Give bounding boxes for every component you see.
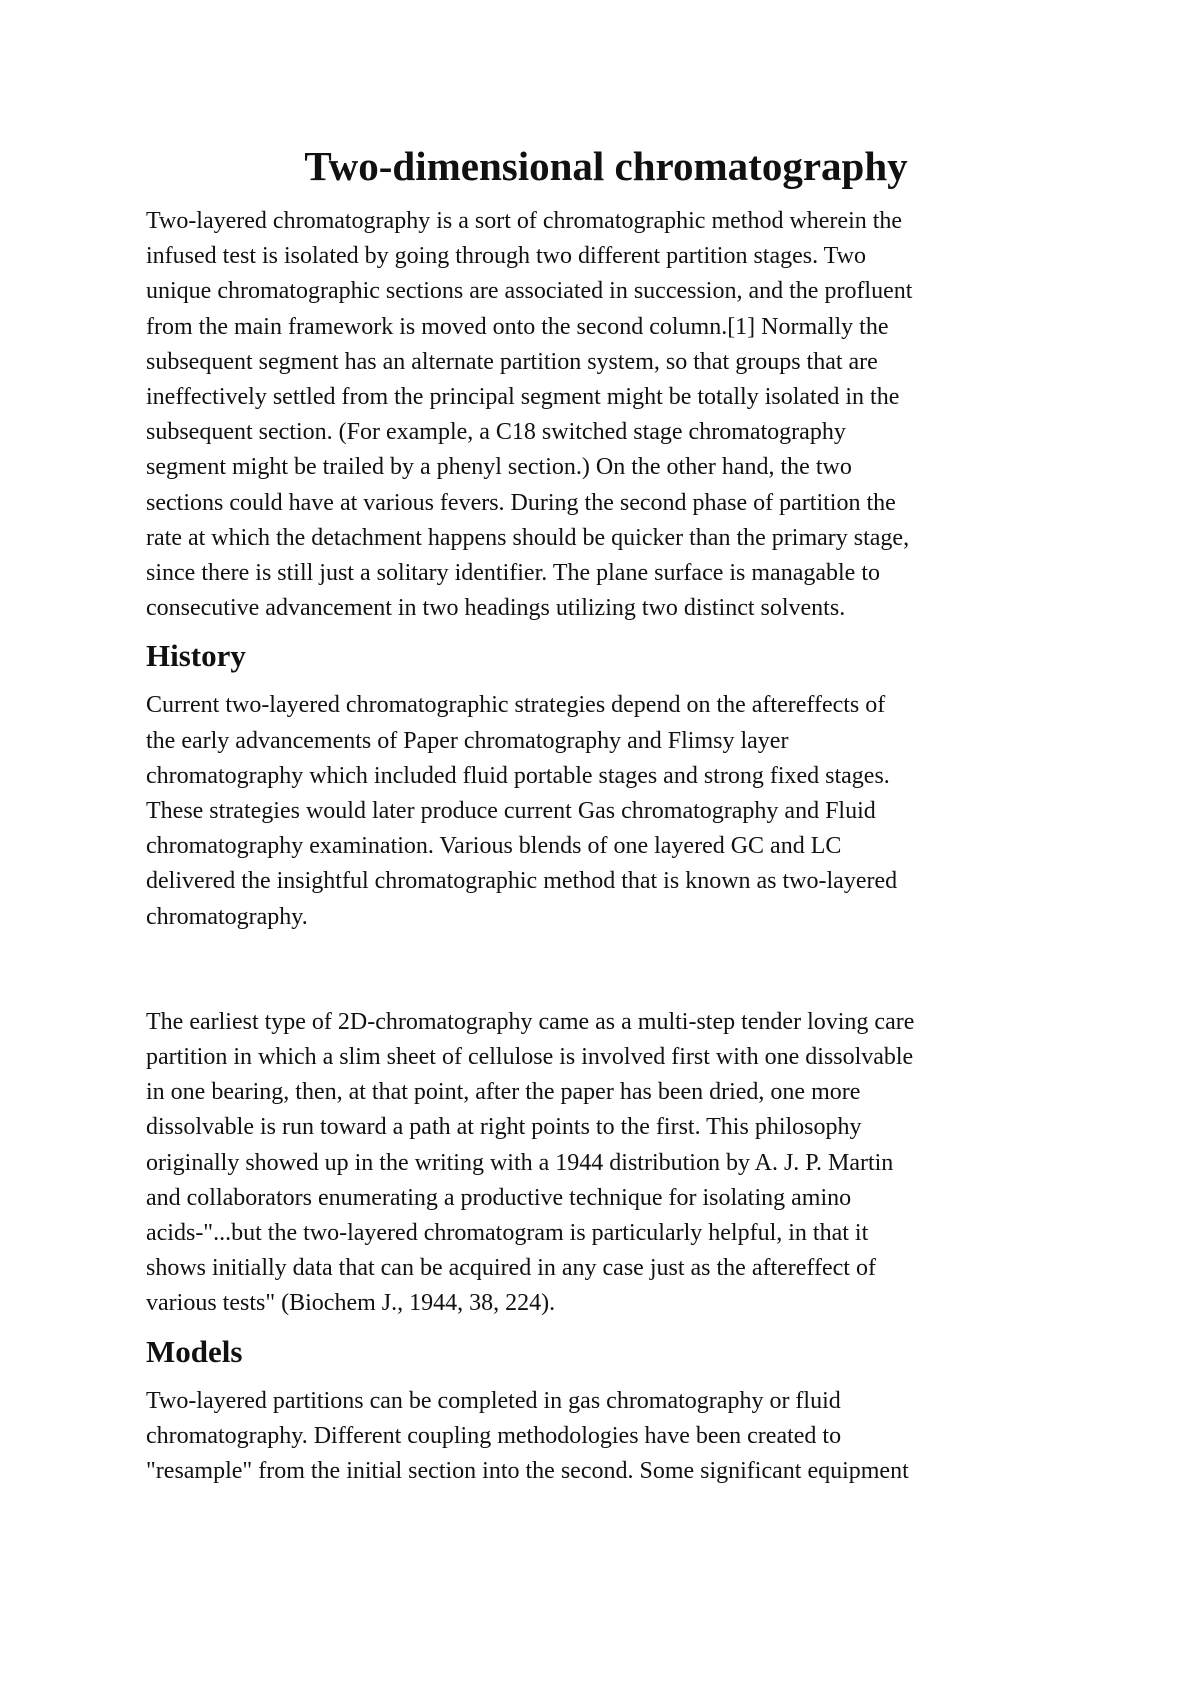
text-line: the early advancements of Paper chromatography and Flimsy layer xyxy=(146,727,789,754)
text-line: subsequent segment has an alternate partition system, so that groups that are xyxy=(146,348,878,375)
text-line: chromatography which included fluid portable stages and strong fixed stages. xyxy=(146,762,890,789)
text-line: originally showed up in the writing with a 1944 distribution by A. J. P. Martin xyxy=(146,1149,894,1176)
text-line: These strategies would later produce current Gas chromatography and Fluid xyxy=(146,798,876,825)
text-line: delivered the insightful chromatographic method that is known as two-layered xyxy=(146,868,898,895)
text-line: in one bearing, then, at that point, after the paper has been dried, one more xyxy=(146,1079,861,1106)
text-line: "resample" from the initial section into the second. Some significant equipment xyxy=(146,1458,909,1485)
text-line: chromatography examination. Various blends of one layered GC and LC xyxy=(146,833,842,860)
text-line: rate at which the detachment happens should be quicker than the primary stage, xyxy=(146,524,910,551)
text-line: partition in which a slim sheet of cellulose is involved first with one dissolvable xyxy=(146,1044,914,1071)
text-line: Two-layered partitions can be completed in gas chromatography or fluid xyxy=(146,1387,841,1414)
document-page xyxy=(146,140,1066,1489)
text-line: and collaborators enumerating a productive technique for isolating amino xyxy=(146,1184,852,1211)
history-paragraph-2 xyxy=(146,1005,1066,1322)
document-title: Two-dimensional chromatography xyxy=(304,143,908,189)
text-line: consecutive advancement in two headings utilizing two distinct solvents. xyxy=(146,595,846,622)
text-line: subsequent section. (For example, a C18 switched stage chromatography xyxy=(146,419,846,446)
text-line: segment might be trailed by a phenyl section.) On the other hand, the two xyxy=(146,454,852,481)
text-line: dissolvable is run toward a path at right points to the first. This philosophy xyxy=(146,1114,862,1141)
text-line: Current two-layered chromatographic strategies depend on the aftereffects of xyxy=(146,692,886,719)
text-line: chromatography. Different coupling methodologies have been created to xyxy=(146,1422,842,1449)
paragraph-gap xyxy=(146,935,1066,1005)
text-line: chromatography. xyxy=(146,903,308,930)
text-line: from the main framework is moved onto the second column.[1] Normally the xyxy=(146,313,889,340)
text-line: infused test is isolated by going through two different partition stages. Two xyxy=(146,243,866,270)
text-line: sections could have at various fevers. During the second phase of partition the xyxy=(146,489,896,516)
models-heading: Models xyxy=(146,1333,243,1369)
history-paragraph-1 xyxy=(146,688,1066,934)
text-line: various tests" (Biochem J., 1944, 38, 224). xyxy=(146,1290,556,1317)
text-line: Two-layered chromatography is a sort of chromatographic method wherein the xyxy=(146,208,903,234)
text-line: shows initially data that can be acquired in any case just as the aftereffect of xyxy=(146,1255,876,1282)
text-line: ineffectively settled from the principal segment might be totally isolated in the xyxy=(146,384,900,411)
history-heading: History xyxy=(146,638,246,674)
text-line: The earliest type of 2D-chromatography came as a multi-step tender loving care xyxy=(146,1008,915,1035)
text-line: acids-"...but the two-layered chromatogram is particularly helpful, in that it xyxy=(146,1220,869,1247)
intro-paragraph xyxy=(146,204,1066,626)
models-paragraph xyxy=(146,1384,1066,1490)
text-line: since there is still just a solitary identifier. The plane surface is managable to xyxy=(146,560,881,587)
text-line: unique chromatographic sections are associated in succession, and the profluent xyxy=(146,278,913,305)
